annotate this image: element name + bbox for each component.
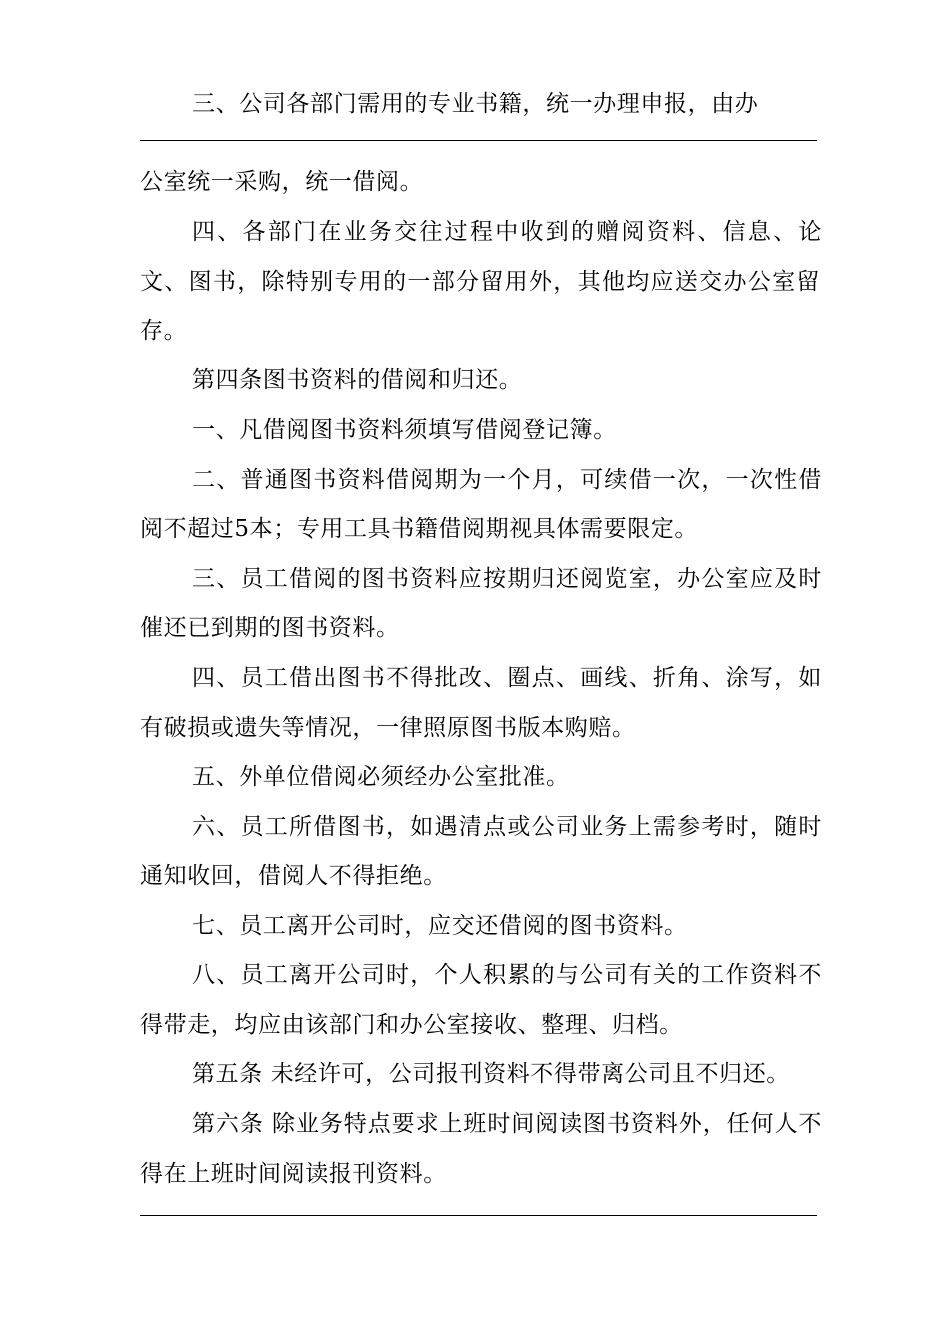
paragraph-line: 催还已到期的图书资料。 — [140, 615, 400, 641]
section-heading: 第六条 除业务特点要求上班时间阅读图书资料外，任何人不 — [192, 1111, 822, 1137]
paragraph-line: 公室统一采购，统一借阅。 — [140, 169, 424, 195]
section-heading: 第四条图书资料的借阅和归还。 — [192, 367, 523, 393]
footer-divider — [140, 1215, 817, 1216]
paragraph-line: 八、员工离开公司时，个人积累的与公司有关的工作资料不 — [192, 962, 822, 988]
paragraph-line: 得带走，均应由该部门和办公室接收、整理、归档。 — [140, 1012, 683, 1038]
paragraph-line: 存。 — [140, 318, 188, 344]
paragraph-line: 有破损或遗失等情况，一律照原图书版本购赔。 — [140, 715, 636, 741]
paragraph-line: 得在上班时间阅读报刊资料。 — [140, 1161, 447, 1187]
paragraph-line: 五、外单位借阅必须经办公室批准。 — [192, 764, 570, 790]
paragraph-line: 六、员工所借图书，如遇清点或公司业务上需参考时，随时 — [192, 814, 822, 840]
header-divider — [140, 140, 817, 141]
paragraph-line: 文、图书，除特别专用的一部分留用外，其他均应送交办公室留 — [140, 269, 820, 295]
section-heading: 第五条 未经许可，公司报刊资料不得带离公司且不归还。 — [192, 1061, 790, 1087]
paragraph-line: 三、公司各部门需用的专业书籍，统一办理申报，由办 — [192, 91, 759, 117]
paragraph-line: 七、员工离开公司时，应交还借阅的图书资料。 — [192, 913, 688, 939]
paragraph-line: 阅不超过5本；专用工具书籍借阅期视具体需要限定。 — [140, 516, 699, 542]
paragraph-line: 二、普通图书资料借阅期为一个月，可续借一次，一次性借 — [192, 467, 822, 493]
paragraph-line: 四、员工借出图书不得批改、圈点、画线、折角、涂写，如 — [192, 665, 822, 691]
paragraph-line: 通知收回，借阅人不得拒绝。 — [140, 863, 447, 889]
paragraph-line: 一、凡借阅图书资料须填写借阅登记簿。 — [192, 417, 617, 443]
paragraph-line: 四、各部门在业务交往过程中收到的赠阅资料、信息、论 — [192, 219, 822, 245]
paragraph-line: 三、员工借阅的图书资料应按期归还阅览室，办公室应及时 — [192, 566, 822, 592]
